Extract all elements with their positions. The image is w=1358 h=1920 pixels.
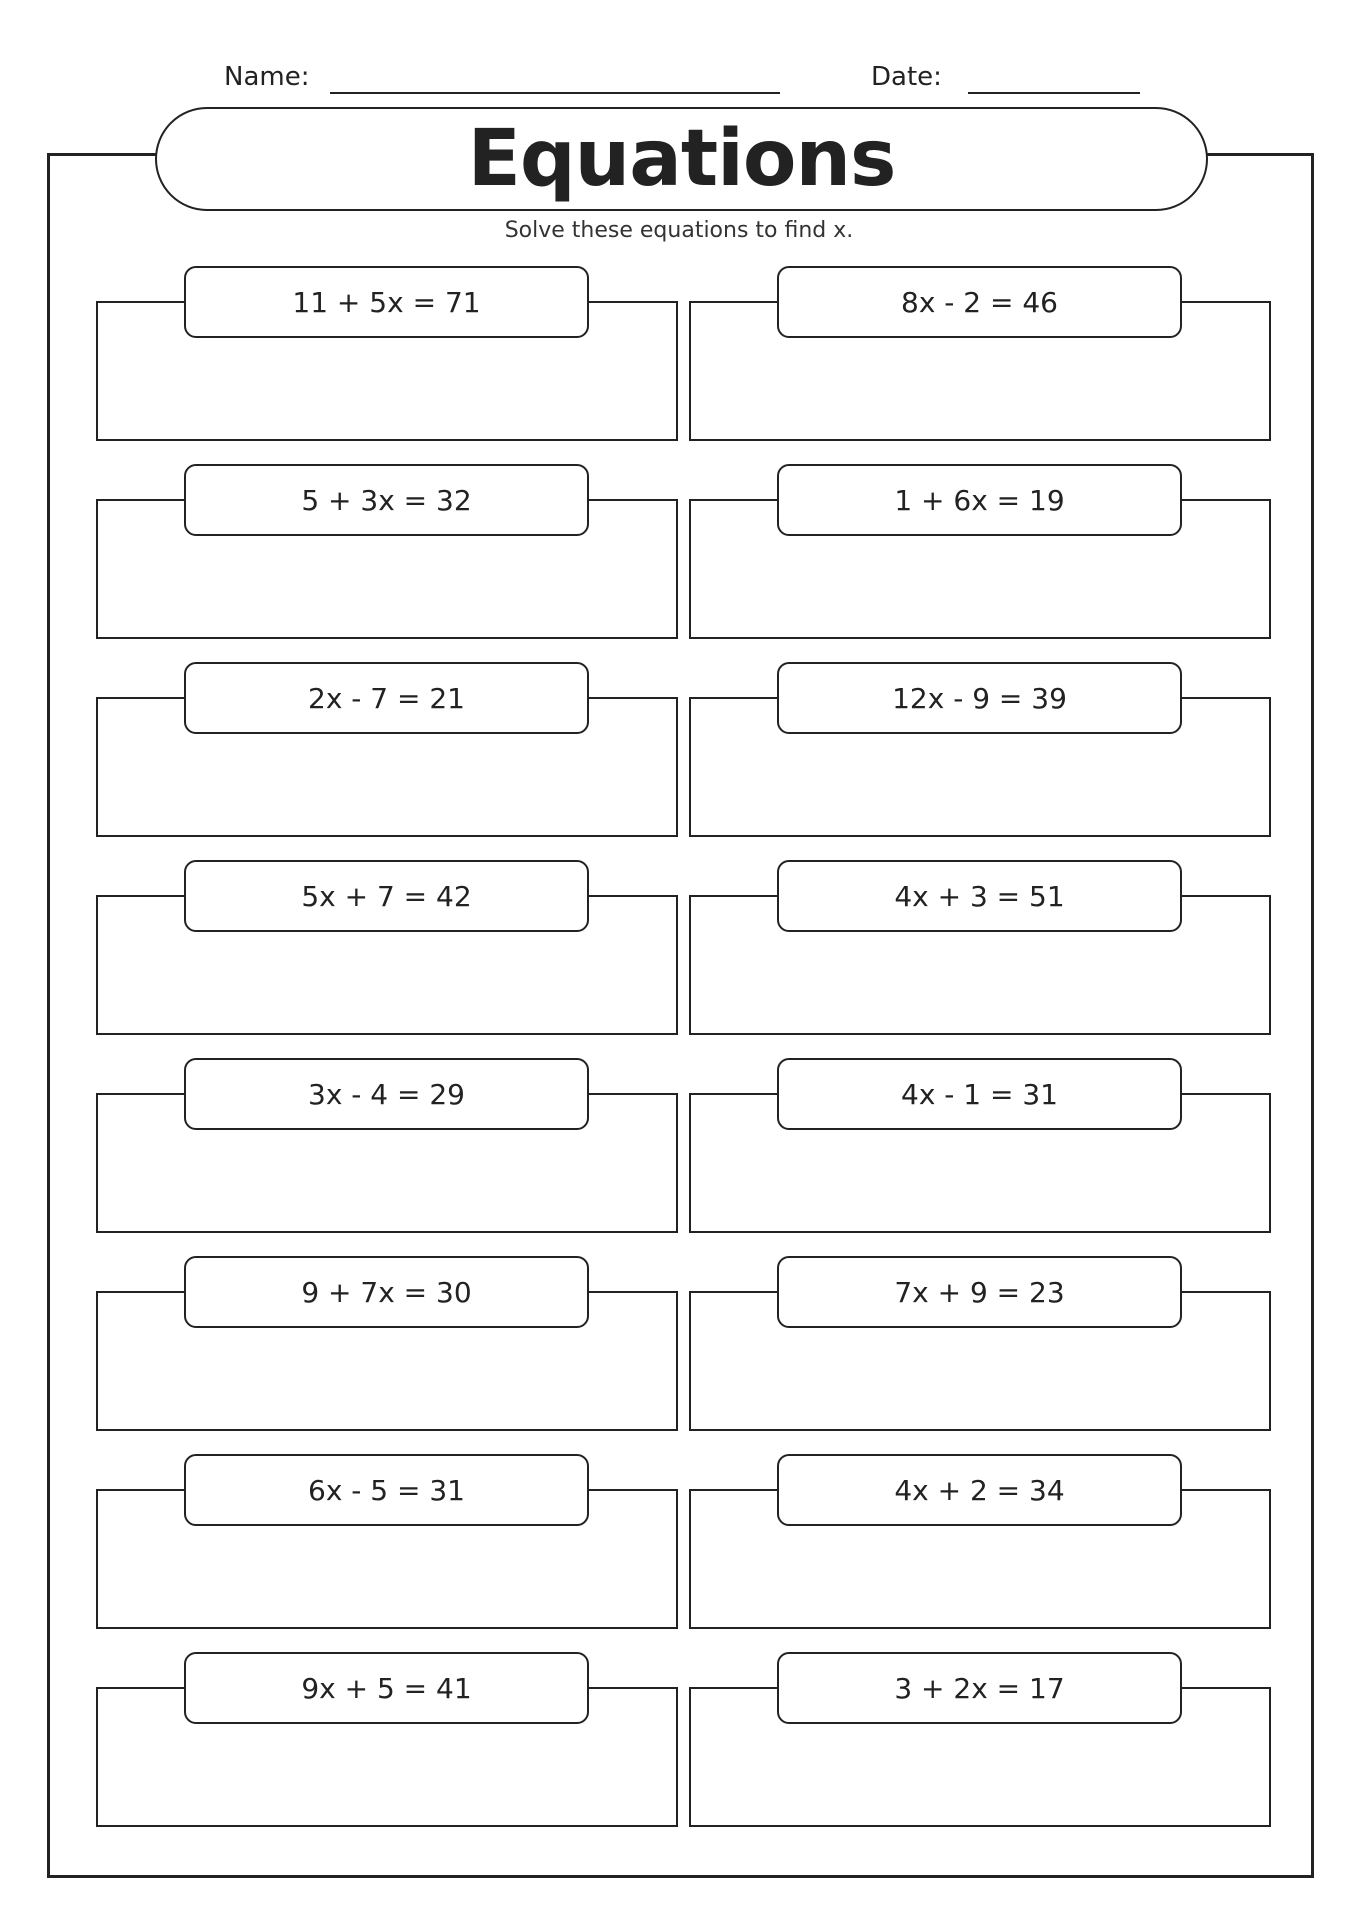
problem-card — [96, 1652, 678, 1852]
problem-card — [689, 464, 1271, 664]
equation-label: 8x - 2 = 46 — [777, 266, 1182, 338]
equation-label: 3x - 4 = 29 — [184, 1058, 589, 1130]
problem-card — [689, 266, 1271, 466]
equation-label: 7x + 9 = 23 — [777, 1256, 1182, 1328]
problem-card — [96, 1256, 678, 1456]
page-title: Equations — [467, 114, 896, 204]
equation-label: 2x - 7 = 21 — [184, 662, 589, 734]
problem-card — [689, 662, 1271, 862]
equation-label: 1 + 6x = 19 — [777, 464, 1182, 536]
date-line[interactable] — [968, 92, 1140, 94]
problem-card — [689, 860, 1271, 1060]
equation-label: 5 + 3x = 32 — [184, 464, 589, 536]
problem-card — [689, 1256, 1271, 1456]
name-label: Name: — [224, 62, 310, 92]
equation-label: 9 + 7x = 30 — [184, 1256, 589, 1328]
equation-label: 11 + 5x = 71 — [184, 266, 589, 338]
problem-card — [96, 1454, 678, 1654]
title-banner — [155, 107, 1208, 211]
equation-label: 6x - 5 = 31 — [184, 1454, 589, 1526]
problem-card — [689, 1058, 1271, 1258]
problem-card — [96, 266, 678, 466]
name-line[interactable] — [330, 92, 780, 94]
problem-card — [96, 662, 678, 862]
equation-label: 9x + 5 = 41 — [184, 1652, 589, 1724]
problem-card — [689, 1652, 1271, 1852]
date-label: Date: — [871, 62, 942, 92]
problem-card — [96, 1058, 678, 1258]
instructions: Solve these equations to find x. — [504, 218, 854, 243]
equation-label: 4x + 2 = 34 — [777, 1454, 1182, 1526]
problem-card — [96, 464, 678, 664]
equation-label: 3 + 2x = 17 — [777, 1652, 1182, 1724]
equation-label: 4x - 1 = 31 — [777, 1058, 1182, 1130]
equation-label: 5x + 7 = 42 — [184, 860, 589, 932]
problem-card — [689, 1454, 1271, 1654]
equation-label: 12x - 9 = 39 — [777, 662, 1182, 734]
equation-label: 4x + 3 = 51 — [777, 860, 1182, 932]
problem-card — [96, 860, 678, 1060]
